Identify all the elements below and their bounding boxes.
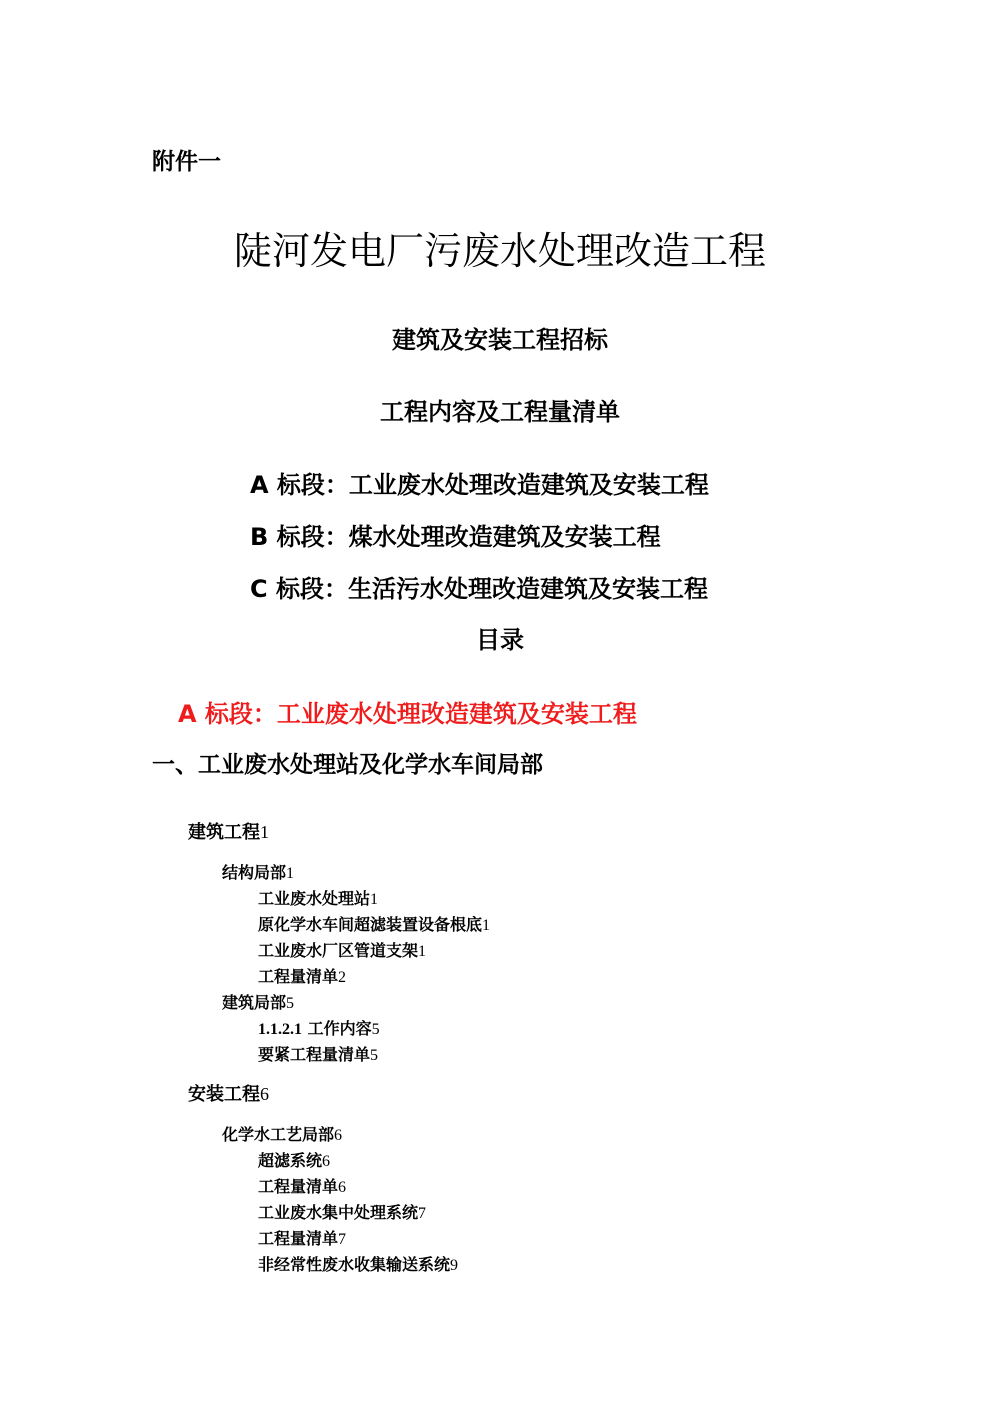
toc-entry[interactable] (258, 886, 378, 909)
toc-entry-label: 原化学水车间超滤装置设备根底 (258, 915, 483, 934)
toc-entry[interactable] (258, 1252, 458, 1275)
toc-entry[interactable] (222, 1122, 342, 1145)
toc-entry-label: 化学水工艺局部 (222, 1125, 335, 1144)
toc-entry-label: 工业废水处理站 (258, 889, 371, 908)
toc-entry[interactable] (222, 860, 294, 883)
section-c-line: C 标段：生活污水处理改造建筑及安装工程 (250, 575, 708, 603)
toc-chapter-heading[interactable]: 一、工业废水处理站及化学水车间局部 (152, 752, 543, 778)
toc-entry-page: 6 (334, 1127, 343, 1144)
toc-entry-label: 要紧工程量清单 (258, 1045, 371, 1064)
toc-entry-label: 工作内容 (307, 1019, 372, 1038)
section-b-line: B 标段：煤水处理改造建筑及安装工程 (250, 523, 661, 551)
toc-entry-page: 1 (260, 822, 269, 842)
toc-entry[interactable] (258, 938, 426, 961)
toc-entry[interactable] (258, 1174, 346, 1197)
toc-entry[interactable] (258, 1042, 378, 1065)
subtitle-bill-of-quantities: 工程内容及工程量清单 (380, 398, 620, 426)
toc-entry-label: 超滤系统 (258, 1151, 323, 1170)
toc-entry-page: 5 (286, 995, 295, 1012)
toc-entry[interactable] (258, 1200, 426, 1223)
toc-entry-page: 2 (338, 969, 347, 986)
section-a-line: A 标段：工业废水处理改造建筑及安装工程 (250, 471, 709, 499)
toc-entry[interactable] (222, 990, 294, 1013)
toc-entry-label: 建筑工程 (188, 822, 260, 843)
toc-entry-page: 9 (450, 1257, 459, 1274)
toc-entry-label: 工程量清单 (258, 1229, 339, 1248)
toc-entry-page: 7 (418, 1205, 427, 1222)
toc-entry[interactable] (188, 1080, 269, 1106)
toc-entry-page: 5 (371, 1021, 380, 1038)
toc-entry[interactable] (258, 1226, 346, 1249)
toc-title: 目录 (476, 626, 524, 654)
document-title: 陡河发电厂污废水处理改造工程 (233, 229, 766, 273)
toc-entry-page: 5 (370, 1047, 379, 1064)
subtitle-bidding: 建筑及安装工程招标 (392, 326, 608, 354)
toc-entry-label: 工业废水厂区管道支架 (258, 941, 419, 960)
toc-entry-label: 安装工程 (188, 1084, 260, 1105)
attachment-label: 附件一 (152, 149, 221, 175)
toc-entry[interactable] (258, 912, 490, 935)
toc-entry-page: 6 (322, 1153, 331, 1170)
toc-entry-page: 1 (370, 891, 379, 908)
toc-entry-label: 结构局部 (222, 863, 287, 882)
toc-entry-page: 1 (482, 917, 491, 934)
toc-entry-label: 工业废水集中处理系统 (258, 1203, 419, 1222)
toc-entry[interactable] (188, 818, 269, 844)
toc-entry-page: 1 (286, 865, 295, 882)
toc-entry-label: 工程量清单 (258, 1177, 339, 1196)
toc-entry-label: 非经常性废水收集输送系统 (258, 1255, 451, 1274)
toc-entry[interactable] (258, 964, 346, 987)
toc-entry-page: 1 (418, 943, 427, 960)
toc-entry-page: 6 (260, 1084, 269, 1104)
toc-entry-page: 7 (338, 1231, 347, 1248)
toc-entry-label: 工程量清单 (258, 967, 339, 986)
toc-entry-label: 建筑局部 (222, 993, 287, 1012)
toc-entry[interactable] (258, 1148, 330, 1171)
toc-section-heading[interactable]: A 标段：工业废水处理改造建筑及安装工程 (178, 700, 637, 728)
toc-entry-page: 6 (338, 1179, 347, 1196)
toc-entry-number: 1.1.2.1 (258, 1021, 302, 1038)
toc-entry[interactable] (258, 1016, 380, 1039)
